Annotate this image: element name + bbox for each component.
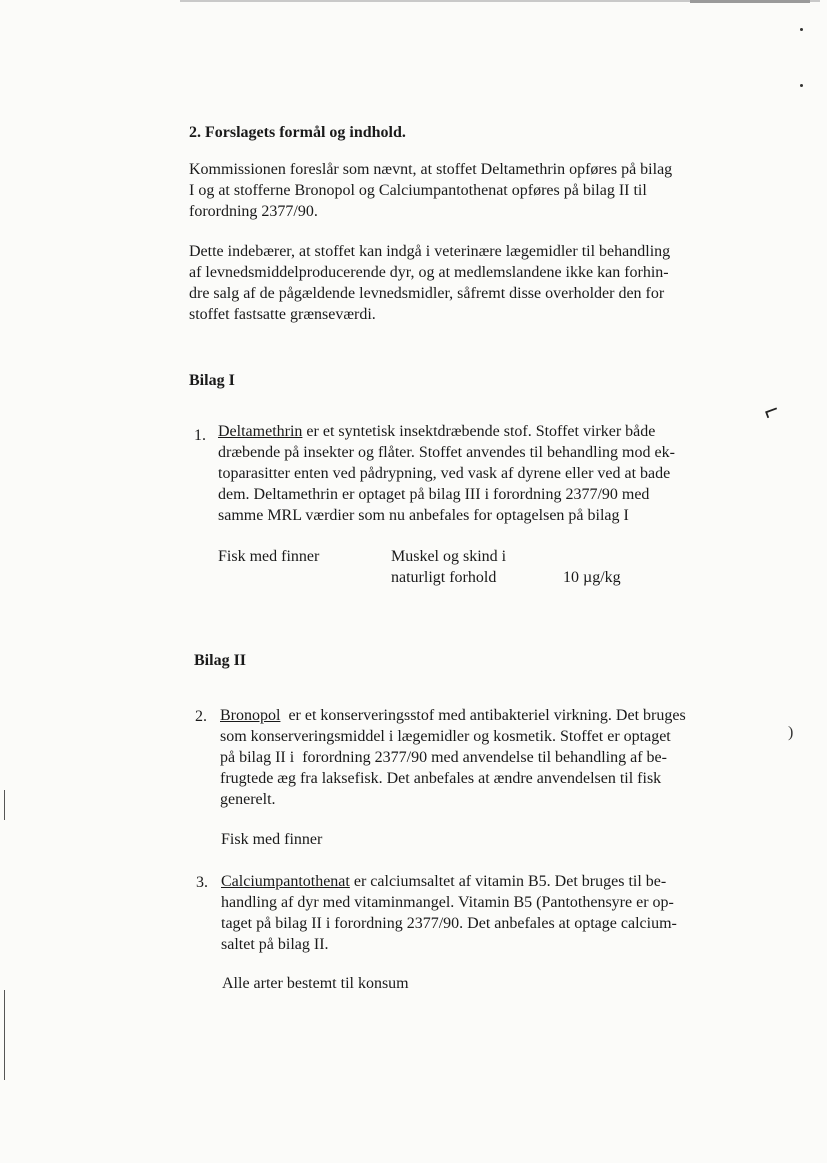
item-3-text	[221, 871, 751, 955]
item-line: som konserveringsmiddel i lægemidler og kosmetik. Stoffet er optaget	[220, 728, 671, 745]
item-text-rest: er et syntetisk insektdræbende stof. Stoffet virker både	[302, 423, 656, 440]
section-heading: 2. Forslagets formål og indhold.	[189, 124, 406, 141]
paragraph-1	[189, 159, 744, 222]
item-text-rest: er calciumsaltet af vitamin B5. Det bruges til be-	[349, 873, 667, 890]
item-text-rest: er et konserveringsstof med antibakteriel virkning. Det bruges	[280, 707, 686, 724]
item-line: taget på bilag II i forordning 2377/90. Det anbefales at optage calcium-	[221, 915, 677, 932]
bilag-2-item-2-species: Fisk med finner	[221, 831, 323, 848]
scan-speck	[800, 28, 803, 31]
paragraph-line: dre salg af de pågældende levnedsmidler, såfremt disse overholder den for	[189, 285, 665, 302]
item-line: generelt.	[220, 791, 276, 808]
scan-edge-line	[690, 0, 810, 3]
paragraph-2	[189, 241, 744, 325]
paragraph-line: Dette indebærer, at stoffet kan indgå i veterinære lægemidler til behandling	[189, 243, 671, 260]
paragraph-line: forordning 2377/90.	[189, 203, 318, 220]
item-line: på bilag II i forordning 2377/90 med anvendelse til behandling af be-	[220, 749, 667, 766]
bilag-1-species: Fisk med finner	[218, 548, 320, 565]
substance-deltamethrin: Deltamethrin	[218, 423, 303, 440]
scan-artifact-paren: )	[788, 724, 794, 741]
scan-edge-mark	[4, 790, 5, 820]
scan-speck	[800, 84, 803, 87]
item-line: frugtede æg fra laksefisk. Det anbefales at ændre anvendelsen til fisk	[220, 770, 662, 787]
paragraph-line: af levnedsmiddelproducerende dyr, og at medlemslandene ikke kan forhin-	[189, 264, 669, 281]
bilag-2-item-3-species: Alle arter bestemt til konsum	[222, 975, 409, 992]
item-1-number: 1.	[194, 427, 206, 444]
scan-artifact-mark: ⌐	[759, 394, 784, 427]
bilag-1-heading: Bilag I	[189, 372, 235, 389]
item-line: saltet på bilag II.	[221, 936, 329, 953]
item-1-text	[218, 421, 748, 526]
item-3-number: 3.	[196, 874, 208, 891]
bilag-1-tissue-line-2: naturligt forhold	[391, 569, 497, 586]
bilag-2-heading: Bilag II	[194, 652, 247, 669]
item-line: toparasitter enten ved pådrypning, ved vask af dyrene eller ved at bade	[218, 465, 671, 482]
item-line: dem. Deltamethrin er optaget på bilag III i forordning 2377/90 med	[218, 486, 650, 503]
item-line: handling af dyr med vitaminmangel. Vitamin B5 (Pantothensyre er op-	[221, 894, 674, 911]
substance-bronopol: Bronopol	[220, 707, 281, 724]
scan-edge-mark	[4, 990, 5, 1080]
paragraph-line: Kommissionen foreslår som nævnt, at stoffet Deltamethrin opføres på bilag	[189, 161, 673, 178]
bilag-1-tissue-line-1: Muskel og skind i	[391, 548, 507, 565]
item-line: dræbende på insekter og flåter. Stoffet anvendes til behandling mod ek-	[218, 444, 675, 461]
item-2-text	[220, 705, 750, 810]
item-2-number: 2.	[195, 708, 207, 725]
paragraph-line: I og at stofferne Bronopol og Calciumpantothenat opføres på bilag II til	[189, 182, 647, 199]
paragraph-line: stoffet fastsatte grænseværdi.	[189, 306, 376, 323]
substance-calciumpantothenat: Calciumpantothenat	[221, 873, 350, 890]
item-line: samme MRL værdier som nu anbefales for optagelsen på bilag I	[218, 507, 629, 524]
bilag-1-mrl: 10 µg/kg	[563, 569, 621, 586]
